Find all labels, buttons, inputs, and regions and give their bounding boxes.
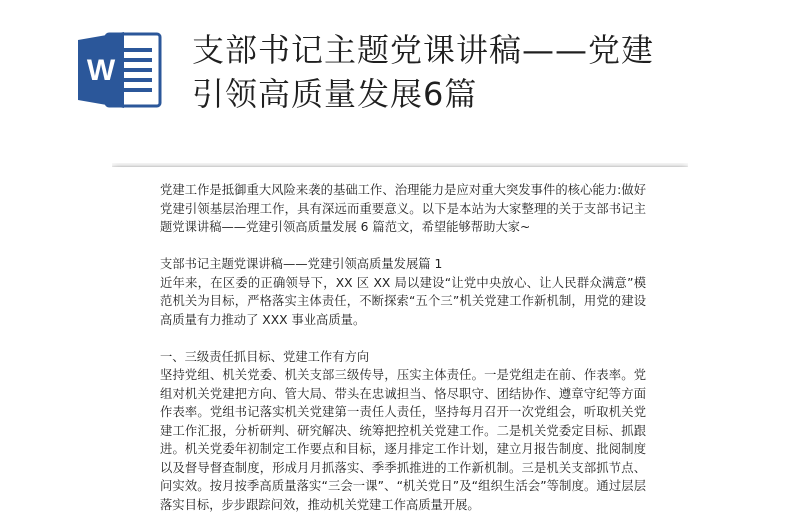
word-icon	[76, 30, 164, 110]
document-content	[160, 181, 646, 514]
page-title	[192, 28, 782, 116]
document-preview	[112, 163, 688, 526]
article-title: 支部书记主题党课讲稿——党建引领高质量发展篇 1	[160, 257, 443, 271]
paragraph-2: 坚持党组、机关党委、机关支部三级传导，压实主体责任。一是党组走在前、作表率。党组对机关党建把方向、管大局、带头在忠诚担当、恪尽职守、团结协作、遵章守纪等方面作表率。党组书记落实机关党建第一责任人责任，坚持每月召开一次党组会，听取机关党建工作汇报，分析研判、研究解决、统筹把控机关党建工作。二是机关党委定目标、抓跟进。机关党委年初制定工作要点和目标，逐月排定工作计划，建立月报告制度、批阅制度以及督导督查制度，形成月月抓落实、季季抓推进的工作新机制。三是机关支部抓节点、问实效。按月按季高质量落实“三会一课”、“机关党日”及“组织生活会”等制度。通过层层落实目标，步步跟踪问效，推动机关党建工作高质量开展。	[160, 368, 646, 512]
header	[0, 0, 800, 160]
intro-paragraph: 党建工作是抵御重大风险来袭的基础工作、治理能力是应对重大突发事件的核心能力:做好党建引领基层治理工作，具有深远而重要意义。以下是本站为大家整理的关于支部书记主题党课讲稿——党建引领高质量发展 6 篇范文，希望能够帮助大家~	[160, 183, 646, 234]
title-line-2: 引领高质量发展6篇	[192, 75, 478, 113]
title-line-1: 支部书记主题党课讲稿——党建	[192, 31, 655, 69]
word-icon-letter: W	[86, 54, 116, 87]
section-heading-1: 一、三级责任抓目标、党建工作有方向	[160, 349, 370, 364]
document-page	[112, 167, 688, 526]
paragraph-1: 近年来，在区委的正确领导下，XX 区 XX 局以建设“让党中央放心、让人民群众满意”模范机关为目标，严格落实主体责任，不断探索“五个三”机关党建工作新机制，用党的建设高质量有力推动了 XXX 事业高质量。	[160, 275, 646, 327]
